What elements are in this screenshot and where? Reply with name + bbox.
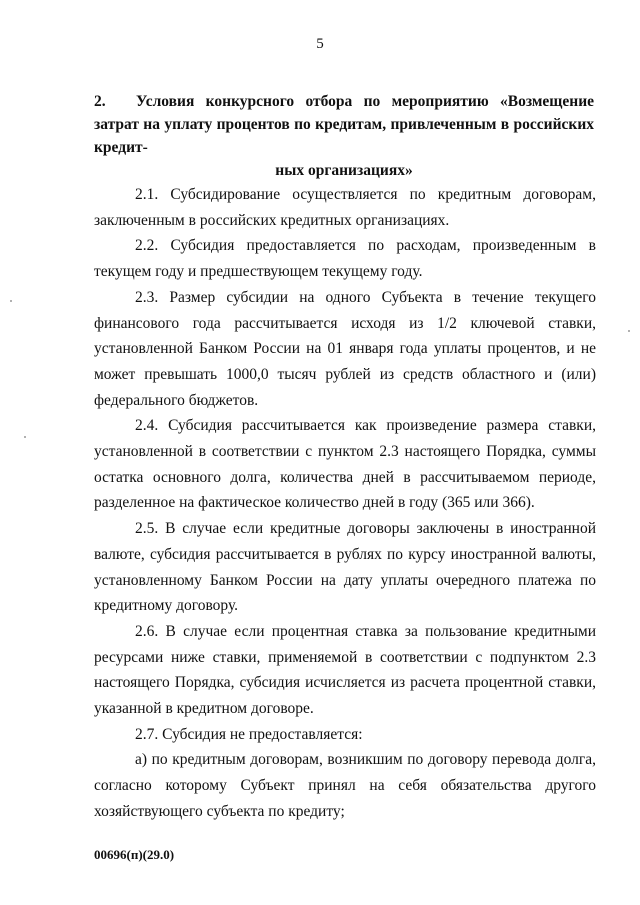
section-body: [94, 182, 596, 825]
paragraph-2-1: 2.1. Субсидирование осуществляется по кредитным договорам, заключенным в российских кредитных организациях.: [94, 186, 596, 229]
paragraph-2-4: 2.4. Субсидия рассчитывается как произведение размера ставки, установленной в соответствии с пунктом 2.3 настоящего Порядка, суммы остатка основного долга, количества дней в рассчитываемом периоде, разделенное на фактическое количество дней в году (365 или 366).: [94, 417, 596, 512]
document-code: 00696(п)(29.0): [94, 847, 175, 862]
section-number: 2.: [94, 93, 106, 110]
scan-speck: [10, 300, 12, 302]
page-number: 5: [316, 36, 324, 52]
section-heading-line1: Условия конкурсного отбора по мероприятию «Возмещение затрат на уплату процентов по кредитам, привлеченным в российских кредит-: [94, 93, 594, 156]
paragraph-2-2: 2.2. Субсидия предоставляется по расходам, произведенным в текущем году и предшествующем текущему году.: [94, 237, 596, 281]
paragraph-2-5: 2.5. В случае если кредитные договоры заключены в иностранной валюте, субсидия рассчитывается в рублях по курсу иностранной валюты, установленному Банком России на дату уплаты очередного платежа по кредитному договору.: [94, 520, 596, 615]
paragraph-2-7: 2.7. Субсидия не предоставляется:: [135, 725, 363, 743]
paragraph-2-3: 2.3. Размер субсидии на одного Субъекта в течение текущего финансового года рассчитывается исходя из 1/2 ключевой ставки, установленной Банком России на 01 января года уплаты процентов, и не может превышать 1000,0 тысяч рублей из средств областного и (или) федерального бюджетов.: [94, 288, 596, 409]
section-heading: [94, 90, 594, 182]
section-heading-line2: ных организациях»: [275, 162, 413, 179]
scan-speck: [24, 436, 26, 438]
scan-speck: [628, 330, 630, 332]
paragraph-2-6: 2.6. В случае если процентная ставка за пользование кредитными ресурсами ниже ставки, применяемой в соответствии с подпунктом 2.3 настоящего Порядка, субсидия исчисляется из расчета процентной ставки, указанной в кредитном договоре.: [94, 622, 596, 718]
paragraph-2-7-a: а) по кредитным договорам, возникшим по договору перевода долга, согласно которому Субъект принял на себя обязательства другого хозяйствующего субъекта по кредиту;: [94, 751, 596, 820]
